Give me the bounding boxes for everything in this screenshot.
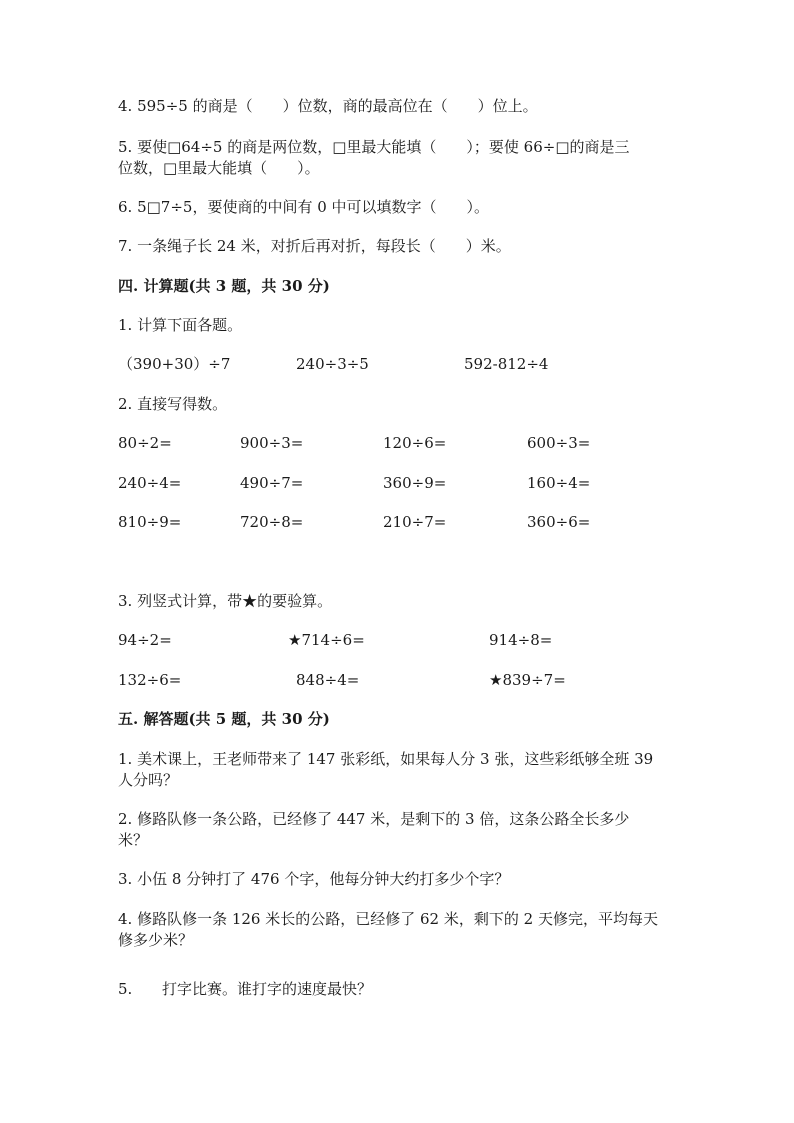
word-problem-2-line1: 2. 修路队修一条公路，已经修了 447 米，是剩下的 3 倍，这条公路全长多少 — [118, 810, 630, 828]
vertical-calc-item-starred: ★714÷6= — [288, 631, 365, 649]
calc-item: 592-812÷4 — [464, 355, 549, 373]
direct-answer-row — [0, 512, 794, 532]
calc-item: （390+30）÷7 — [118, 355, 231, 373]
word-problem-1-line2: 人分吗？ — [118, 771, 179, 789]
direct-answer-item: 360÷6= — [527, 513, 591, 531]
question-5-line2: 位数，□里最大能填（ ）。 — [118, 159, 320, 177]
question-7: 7. 一条绳子长 24 米，对折后再对折，每段长（ ）米。 — [118, 237, 511, 255]
direct-answer-row — [0, 433, 794, 453]
word-problem-3: 3. 小伍 8 分钟打了 476 个字，他每分钟大约打多少个字？ — [118, 870, 510, 888]
direct-answer-item: 600÷3= — [527, 434, 591, 452]
word-problem-2-line2: 米？ — [118, 831, 149, 849]
section-4-heading: 四. 计算题(共 3 题，共 30 分) — [118, 277, 330, 295]
question-6: 6. 5□7÷5，要使商的中间有 0 中可以填数字（ ）。 — [118, 198, 490, 216]
calc-item: 240÷3÷5 — [296, 355, 369, 373]
direct-answer-item: 900÷3= — [240, 434, 304, 452]
question-5-line1: 5. 要使□64÷5 的商是两位数，□里最大能填（ ）；要使 66÷□的商是三 — [118, 138, 630, 156]
word-problem-5-text: 打字比赛。谁打字的速度最快？ — [162, 980, 373, 998]
direct-answer-item: 720÷8= — [240, 513, 304, 531]
section-5-heading: 五. 解答题(共 5 题，共 30 分) — [118, 710, 330, 728]
direct-answer-item: 240÷4= — [118, 474, 182, 492]
direct-answer-item: 80÷2= — [118, 434, 172, 452]
calc-question-1-row — [0, 354, 794, 374]
direct-answer-item: 490÷7= — [240, 474, 304, 492]
vertical-calc-item: 914÷8= — [489, 631, 553, 649]
calc-question-3-title: 3. 列竖式计算，带★的要验算。 — [118, 592, 333, 610]
star-icon: ★ — [489, 671, 503, 689]
word-problem-4-line2: 修多少米？ — [118, 931, 194, 949]
vertical-calc-item: 94÷2= — [118, 631, 172, 649]
calc-question-1-title: 1. 计算下面各题。 — [118, 316, 243, 334]
direct-answer-item: 160÷4= — [527, 474, 591, 492]
calc-question-2-title: 2. 直接写得数。 — [118, 395, 228, 413]
star-icon: ★ — [288, 631, 302, 649]
direct-answer-item: 810÷9= — [118, 513, 182, 531]
vertical-calc-item: 132÷6= — [118, 671, 182, 689]
vertical-calc-row — [0, 630, 794, 650]
direct-answer-item: 210÷7= — [383, 513, 447, 531]
word-problem-4-line1: 4. 修路队修一条 126 米长的公路，已经修了 62 米，剩下的 2 天修完，平均每天 — [118, 910, 658, 928]
direct-answer-item: 120÷6= — [383, 434, 447, 452]
word-problem-5-number: 5. — [118, 980, 133, 998]
word-problem-1-line1: 1. 美术课上，王老师带来了 147 张彩纸，如果每人分 3 张，这些彩纸够全班 39 — [118, 750, 654, 768]
direct-answer-item: 360÷9= — [383, 474, 447, 492]
vertical-calc-item-starred: ★839÷7= — [489, 671, 566, 689]
vertical-calc-item: 848÷4= — [296, 671, 360, 689]
vertical-calc-row — [0, 670, 794, 690]
question-4: 4. 595÷5 的商是（ ）位数，商的最高位在（ ）位上。 — [118, 97, 538, 115]
direct-answer-row — [0, 473, 794, 493]
